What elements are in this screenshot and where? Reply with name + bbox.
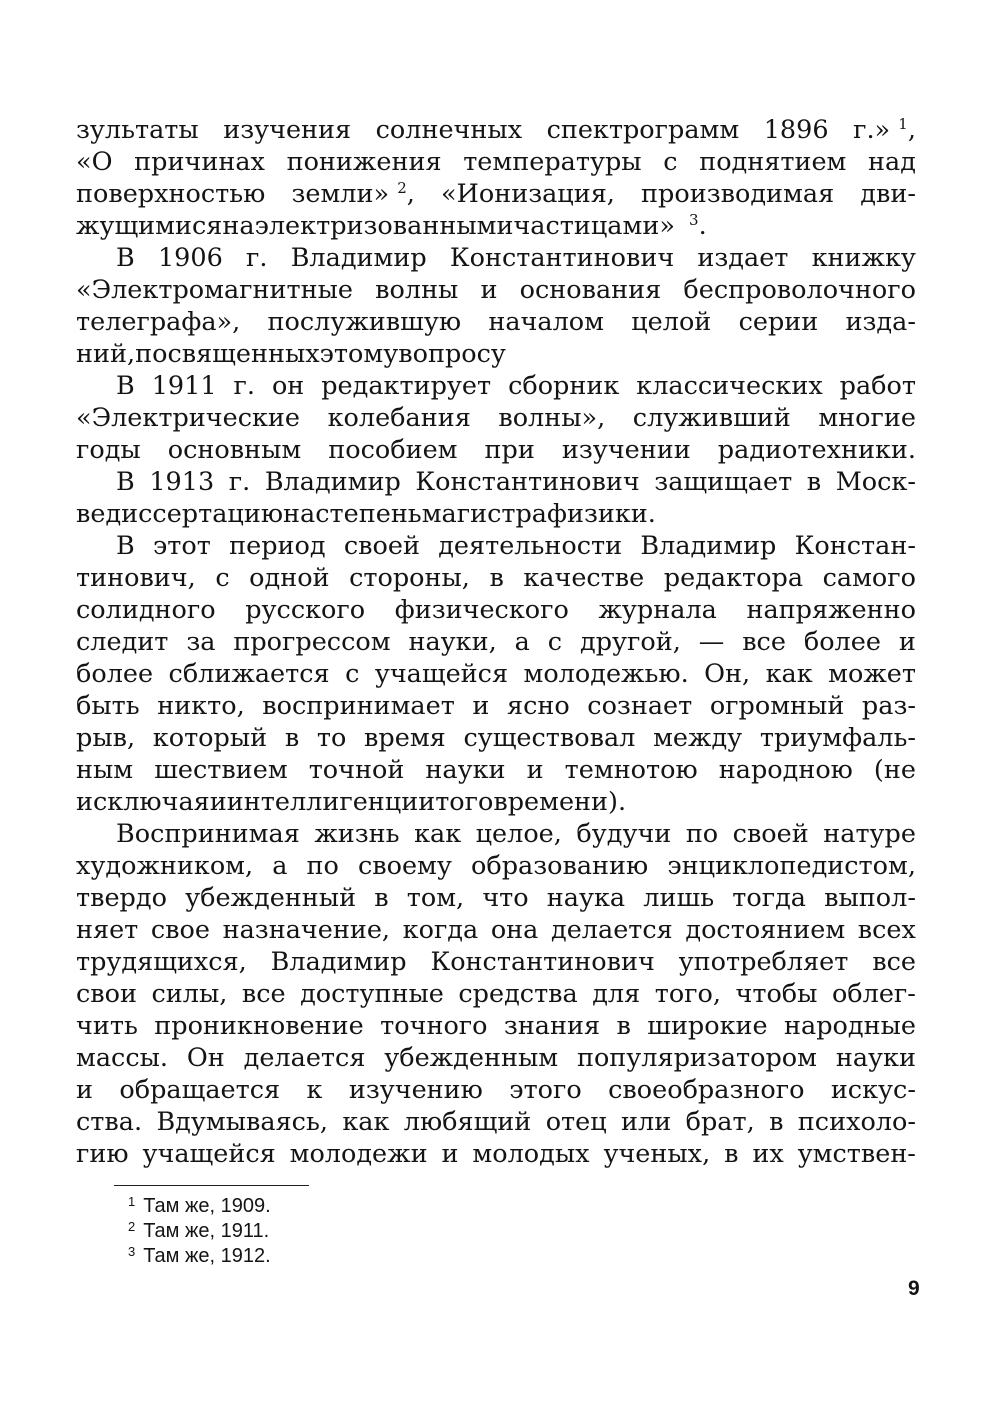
- word: в: [374, 883, 389, 913]
- word: раз-: [861, 691, 916, 721]
- word: В: [116, 243, 135, 273]
- word: всех: [857, 915, 916, 945]
- word: одной: [249, 563, 330, 593]
- word: народные: [784, 1011, 916, 1041]
- word: в: [616, 1011, 631, 1041]
- word: земли» $^2$,: [291, 179, 415, 209]
- word: молодежи: [289, 1139, 428, 1169]
- word: проникновение: [154, 1011, 364, 1041]
- word: физического: [394, 595, 569, 625]
- word: интеллигенции: [226, 787, 436, 817]
- word: 1911: [151, 371, 217, 401]
- word: делается: [551, 915, 673, 945]
- word: обращается: [119, 1075, 281, 1105]
- footnote-marker: 3: [689, 211, 699, 229]
- word: их: [752, 1139, 784, 1169]
- word: том,: [406, 883, 465, 913]
- footnote: [128, 1244, 271, 1269]
- text-line: [76, 370, 916, 402]
- word: русского: [245, 595, 366, 625]
- word: В: [116, 531, 135, 561]
- word: достоянием: [685, 915, 846, 945]
- word: при: [484, 435, 535, 465]
- word: редактора: [663, 563, 804, 593]
- word: быть: [76, 691, 140, 721]
- word: того: [435, 787, 494, 817]
- word: стороны,: [349, 563, 470, 593]
- word: началом: [488, 307, 604, 337]
- word: образованию: [470, 851, 649, 881]
- word: Он: [186, 1043, 225, 1073]
- word: доступные: [300, 979, 444, 1009]
- word: науки: [425, 755, 506, 785]
- word: служивший: [632, 403, 791, 433]
- word: массы.: [76, 1043, 169, 1073]
- word: отец: [545, 1107, 607, 1137]
- word: и: [898, 627, 916, 657]
- word: темнотою: [564, 755, 698, 785]
- word: молодежью.: [523, 659, 689, 689]
- word: годы: [76, 435, 141, 465]
- word: с: [663, 147, 678, 177]
- word: изучении: [561, 435, 691, 465]
- page-number: 9: [908, 1277, 920, 1300]
- word: поверхностью: [76, 179, 266, 209]
- word: на: [283, 499, 316, 529]
- word: прогрессом: [233, 627, 391, 657]
- word: более: [803, 627, 881, 657]
- word: вопросу: [398, 339, 506, 369]
- word: гию: [76, 1139, 129, 1169]
- word: того,: [654, 979, 721, 1009]
- word: и: [526, 755, 544, 785]
- word: шествием: [154, 755, 288, 785]
- word: поднятием: [699, 147, 847, 177]
- word: брат,: [685, 1107, 755, 1137]
- footnote-text: Там же, 1909.: [143, 1195, 271, 1217]
- word: делается: [243, 1043, 366, 1073]
- word: он: [271, 371, 305, 401]
- word: своей: [343, 531, 420, 561]
- word: целое,: [475, 819, 562, 849]
- word: когда: [402, 915, 479, 945]
- word: она: [490, 915, 539, 945]
- word: времени).: [493, 787, 627, 817]
- text-line: [76, 434, 916, 466]
- word: никто,: [157, 691, 245, 721]
- text-line: [76, 1074, 916, 1106]
- word: как: [765, 659, 813, 689]
- text-line: [76, 1010, 916, 1042]
- word: 1906: [157, 243, 223, 273]
- word: науки: [835, 1043, 916, 1073]
- word: журнала: [598, 595, 717, 625]
- word: (не: [873, 755, 916, 785]
- word: рыв,: [76, 723, 136, 753]
- word: послужившую: [267, 307, 462, 337]
- word: зультаты: [76, 115, 199, 145]
- word: Владимир: [270, 947, 407, 977]
- word: средства: [458, 979, 578, 1009]
- word: тогда: [732, 883, 806, 913]
- text-line: [76, 338, 916, 370]
- word: чтобы: [735, 979, 818, 1009]
- footnote-marker: 2: [397, 179, 407, 197]
- word: убежденный: [185, 883, 357, 913]
- text-line: [76, 274, 916, 306]
- word: целой: [631, 307, 712, 337]
- word: исключая: [76, 787, 210, 817]
- body-text: [76, 114, 916, 1170]
- word: 1896: [763, 115, 829, 145]
- text-line: [76, 178, 916, 210]
- word: посвященных: [135, 339, 320, 369]
- footnote: [128, 1194, 271, 1219]
- word: степень: [315, 499, 422, 529]
- word: производимая: [641, 179, 835, 209]
- word: с: [547, 627, 563, 657]
- word: своеобразного: [608, 1075, 805, 1105]
- word: в: [724, 1139, 739, 1169]
- word: частицами» $^3$.: [513, 211, 707, 241]
- word: этому: [319, 339, 399, 369]
- text-line: [76, 850, 916, 882]
- word: ученых,: [603, 1139, 711, 1169]
- word: сближается: [168, 659, 330, 689]
- word: «Электрические: [76, 403, 301, 433]
- word: этот: [153, 531, 211, 561]
- word: с: [345, 659, 360, 689]
- word: тинович,: [76, 563, 196, 593]
- word: точного: [380, 1011, 488, 1041]
- text-line: [76, 1138, 916, 1170]
- word: другой,: [580, 627, 681, 657]
- word: будучи: [576, 819, 672, 849]
- word: натуре: [823, 819, 916, 849]
- word: редактирует: [321, 371, 492, 401]
- text-line: [76, 562, 916, 594]
- word: жизнь: [314, 819, 400, 849]
- word: свои: [76, 979, 137, 1009]
- word: деятельности: [438, 531, 623, 561]
- word: радиотехники.: [717, 435, 916, 465]
- word: трудящихся,: [76, 947, 247, 977]
- word: умствен-: [797, 1139, 916, 1169]
- word: серии: [738, 307, 819, 337]
- text-line: [76, 146, 916, 178]
- word: что: [482, 883, 529, 913]
- text-line: [76, 498, 916, 530]
- word: этого: [509, 1075, 582, 1105]
- word: издает: [697, 243, 789, 273]
- word: к: [306, 1075, 323, 1105]
- word: В: [116, 467, 135, 497]
- word: качестве: [523, 563, 645, 593]
- text-line: [76, 722, 916, 754]
- text-line: [76, 658, 916, 690]
- word: и: [441, 1139, 459, 1169]
- word: употребляет: [678, 947, 849, 977]
- word: телеграфа»,: [76, 307, 241, 337]
- word: как: [414, 819, 462, 849]
- word: свое: [150, 915, 210, 945]
- word: художником,: [76, 851, 254, 881]
- word: в: [284, 723, 300, 753]
- word: который: [152, 723, 268, 753]
- word: жущимися: [76, 211, 223, 241]
- footnote: [128, 1219, 271, 1244]
- word: Константинович: [415, 467, 640, 497]
- word: температуры: [463, 147, 642, 177]
- word: Владимир: [290, 243, 427, 273]
- word: основным: [167, 435, 302, 465]
- word: более: [76, 659, 154, 689]
- word: науки,: [408, 627, 497, 657]
- word: и: [209, 787, 227, 817]
- footnote-number: 1: [128, 1194, 136, 1209]
- text-line: [76, 946, 916, 978]
- text-line: [76, 626, 916, 658]
- footnotes: [128, 1194, 271, 1269]
- word: Воспринимая: [116, 819, 300, 849]
- word: а: [514, 627, 530, 657]
- word: может: [828, 659, 916, 689]
- word: в: [769, 1107, 784, 1137]
- word: твердо: [76, 883, 167, 913]
- text-line: [76, 114, 916, 146]
- word: дви-: [860, 179, 916, 209]
- text-line: [76, 210, 916, 242]
- word: для: [592, 979, 641, 1009]
- word: многие: [818, 403, 916, 433]
- word: то: [316, 723, 347, 753]
- word: над: [868, 147, 916, 177]
- word: как: [342, 1107, 390, 1137]
- word: няет: [76, 915, 139, 945]
- text-line: [76, 1042, 916, 1074]
- footnote-text: Там же, 1912.: [143, 1245, 271, 1267]
- word: все: [742, 627, 786, 657]
- word: психоло-: [797, 1107, 916, 1137]
- word: г.: [246, 243, 268, 273]
- word: «О: [76, 147, 113, 177]
- word: Он,: [704, 659, 751, 689]
- word: популяризатором: [576, 1043, 817, 1073]
- word: причинах: [134, 147, 265, 177]
- word: и: [480, 275, 498, 305]
- word: облег-: [831, 979, 916, 1009]
- word: «Электромагнитные: [76, 275, 354, 305]
- word: диссертацию: [105, 499, 284, 529]
- word: энциклопедистом,: [667, 851, 916, 881]
- word: время: [364, 723, 446, 753]
- word: лишь: [643, 883, 715, 913]
- word: ве: [76, 499, 106, 529]
- word: все: [241, 979, 286, 1009]
- word: «Ионизация,: [441, 179, 615, 209]
- word: защищает: [654, 467, 793, 497]
- word: наэлектризованными: [222, 211, 514, 241]
- text-line: [76, 530, 916, 562]
- word: ясно: [507, 691, 570, 721]
- word: Владимир: [264, 467, 401, 497]
- word: г.» $^1$,: [853, 115, 916, 145]
- word: искус-: [830, 1075, 916, 1105]
- word: напряженно: [746, 595, 916, 625]
- word: за: [186, 627, 216, 657]
- word: назначение,: [222, 915, 391, 945]
- word: пособием: [328, 435, 458, 465]
- word: солидного: [76, 595, 216, 625]
- word: с: [215, 563, 230, 593]
- word: основания: [519, 275, 662, 305]
- word: в: [489, 563, 504, 593]
- word: и: [472, 691, 490, 721]
- word: Констан-: [794, 531, 916, 561]
- word: ний,: [76, 339, 136, 369]
- text-line: [76, 402, 916, 434]
- word: точной: [308, 755, 405, 785]
- word: изда-: [845, 307, 916, 337]
- word: магистра: [421, 499, 548, 529]
- word: и: [76, 1075, 93, 1105]
- word: волны: [375, 275, 459, 305]
- word: следит: [76, 627, 169, 657]
- word: наука: [546, 883, 626, 913]
- text-line: [76, 978, 916, 1010]
- word: народною: [718, 755, 853, 785]
- word: ства.: [76, 1107, 143, 1137]
- text-line: [76, 754, 916, 786]
- word: Константинович: [430, 947, 655, 977]
- word: в: [806, 467, 822, 497]
- word: ным: [76, 755, 134, 785]
- word: а: [272, 851, 288, 881]
- word: силы,: [151, 979, 228, 1009]
- word: выпол-: [824, 883, 916, 913]
- word: по: [306, 851, 339, 881]
- footnote-number: 3: [128, 1244, 136, 1259]
- word: сознает: [587, 691, 693, 721]
- word: по: [685, 819, 719, 849]
- word: все: [872, 947, 916, 977]
- word: г.: [233, 371, 255, 401]
- text-line: [76, 242, 916, 274]
- word: между: [653, 723, 743, 753]
- text-line: [76, 690, 916, 722]
- word: В: [116, 371, 135, 401]
- word: воспринимает: [262, 691, 455, 721]
- word: классических: [636, 371, 823, 401]
- word: колебания: [327, 403, 471, 433]
- footnote-text: Там же, 1911.: [143, 1220, 270, 1242]
- word: книжку: [811, 243, 916, 273]
- word: молодых: [472, 1139, 590, 1169]
- footnote-divider: [114, 1185, 309, 1186]
- word: убежденным: [384, 1043, 559, 1073]
- text-line: [76, 466, 916, 498]
- text-line: [76, 306, 916, 338]
- text-line: [76, 594, 916, 626]
- word: изучения: [223, 115, 352, 145]
- word: любящий: [403, 1107, 532, 1137]
- text-line: [76, 914, 916, 946]
- word: период: [229, 531, 326, 561]
- word: чить: [76, 1011, 138, 1041]
- word: или: [621, 1107, 672, 1137]
- text-line: [76, 1106, 916, 1138]
- word: триумфаль-: [759, 723, 916, 753]
- word: учащейся: [374, 659, 509, 689]
- word: солнечных: [375, 115, 523, 145]
- word: 1913: [149, 467, 215, 497]
- word: волны»,: [498, 403, 606, 433]
- word: Вдумываясь,: [156, 1107, 328, 1137]
- word: огромный: [709, 691, 845, 721]
- text-line: [76, 818, 916, 850]
- word: Владимир: [640, 531, 777, 561]
- word: работ: [839, 371, 916, 401]
- word: —: [698, 627, 725, 657]
- word: спектрограмм: [546, 115, 740, 145]
- word: своему: [357, 851, 452, 881]
- word: г.: [228, 467, 251, 497]
- word: учащейся: [142, 1139, 276, 1169]
- text-line: [76, 882, 916, 914]
- word: изучению: [348, 1075, 483, 1105]
- word: Моск-: [835, 467, 916, 497]
- footnote-marker: 1: [898, 115, 908, 133]
- word: существовал: [463, 723, 636, 753]
- word: понижения: [286, 147, 442, 177]
- word: физики.: [547, 499, 656, 529]
- word: беспроволочного: [683, 275, 916, 305]
- text-line: [76, 786, 916, 818]
- word: знания: [503, 1011, 601, 1041]
- footnote-number: 2: [128, 1219, 136, 1234]
- word: Константинович: [449, 243, 675, 273]
- word: широкие: [647, 1011, 768, 1041]
- word: сборник: [508, 371, 620, 401]
- word: своей: [732, 819, 809, 849]
- word: самого: [822, 563, 916, 593]
